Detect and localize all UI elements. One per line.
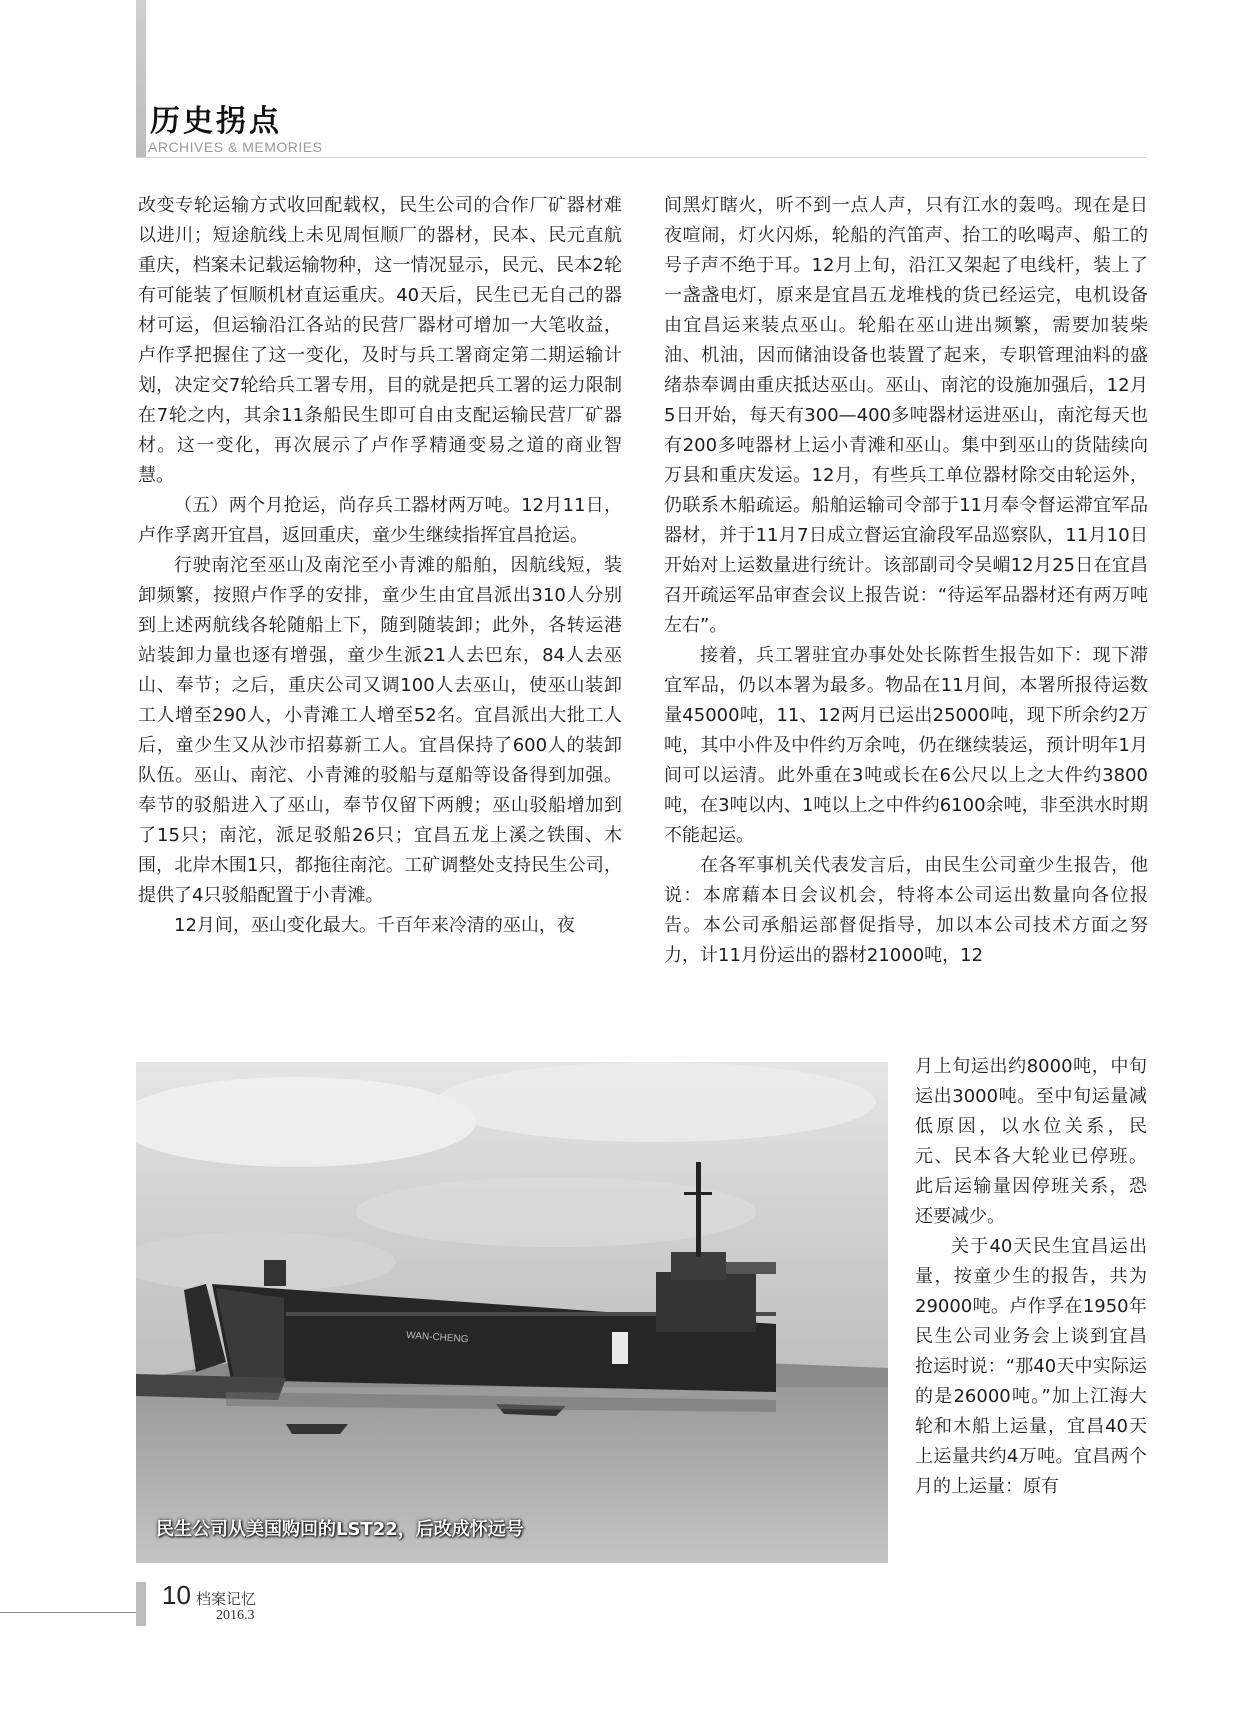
ship-superstructure bbox=[656, 1272, 756, 1332]
section-title: 历史拐点 bbox=[150, 104, 282, 139]
header-divider bbox=[136, 157, 1146, 158]
paragraph: 在各军事机关代表发言后，由民生公司童少生报告，他说：本席藉本日会议机会，特将本公司运出数量向各位报告。本公司承船运部督促指导，加以本公司技术方面之努力，计11月份运出的器材21000吨，12 bbox=[664, 855, 1148, 966]
paragraph: 12月间，巫山变化最大。千百年来冷清的巫山，夜 bbox=[174, 915, 575, 936]
paragraph: 月上旬运出约8000吨，中旬运出3000吨。至中旬运量减低原因，以水位关系，民元、民本各大轮业已停班。此后运输量因停班关系，恐还要减少。 bbox=[915, 1056, 1147, 1227]
ship-illustration bbox=[136, 1062, 888, 1563]
ship-mast bbox=[696, 1162, 701, 1257]
hull-lettering: WAN-CHENG bbox=[405, 1330, 469, 1346]
ship-mast-arm bbox=[684, 1192, 712, 1195]
left-column bbox=[138, 191, 622, 941]
ship-tank bbox=[264, 1260, 286, 1286]
paragraph: 行驶南沱至巫山及南沱至小青滩的船舶，因航线短，装卸频繁，按照卢作孚的安排，童少生由宜昌派出310人分别到上述两航线各轮随船上下，随到随装卸；此外，各转运港站装卸力量也逐有增强，童少生派21人去巴东，84人去巫山、奉节；之后，重庆公司又调100人去巫山，使巫山装卸工人增至290人，小青滩工人增至52名。宜昌派出大批工人后，童少生又从沙市招募新工人。宜昌保持了600人的装卸队伍。巫山、南沱、小青滩的驳船与趸船等设备得到加强。奉节的驳船进入了巫山，奉节仅留下两艘；巫山驳船增加到了15只；南沱，派足驳船26只；宜昌五龙上溪之铁围、木围，北岸木围1只，都拖往南沱。工矿调整处支持民生公司，提供了4只驳船配置于小青滩。 bbox=[138, 555, 622, 906]
narrow-column bbox=[915, 1052, 1147, 1502]
footer-divider bbox=[0, 1612, 136, 1613]
footer-accent-bar bbox=[136, 1582, 146, 1626]
header-accent-bar bbox=[136, 0, 146, 158]
paragraph: 改变专轮运输方式收回配载权，民生公司的合作厂矿器材难以进川；短途航线上未见周恒顺厂的器材，民本、民元直航重庆，档案未记载运输物种，这一情况显示，民元、民本2轮有可能装了恒顺机材直运重庆。40天后，民生已无自己的器材可运，但运输沿江各站的民营厂器材可增加一大笔收益，卢作孚把握住了这一变化，及时与兵工署商定第二期运输计划，决定交7轮给兵工署专用，目的就是把兵工署的运力限制在7轮之内，其余11条船民生即可自由支配运输民营厂矿器材。这一变化，再次展示了卢作孚精通变易之道的商业智慧。 bbox=[138, 195, 622, 486]
journal-name: 档案记忆 bbox=[196, 1590, 257, 1608]
photo-caption: 民生公司从美国购回的LST22，后改成怀远号 bbox=[156, 1519, 524, 1540]
issue-number: 2016.3 bbox=[216, 1608, 255, 1623]
ship-crane bbox=[726, 1262, 776, 1274]
paragraph: （五）两个月抢运，尚存兵工器材两万吨。12月11日，卢作孚离开宜昌，返回重庆，童少生继续指挥宜昌抢运。 bbox=[138, 495, 622, 546]
ship-photo bbox=[136, 1062, 888, 1563]
small-boat bbox=[286, 1424, 348, 1434]
section-subtitle: ARCHIVES & MEMORIES bbox=[148, 139, 323, 155]
ship-side-sign bbox=[612, 1332, 628, 1364]
cloud bbox=[436, 1062, 876, 1142]
paragraph: 间黑灯瞎火，听不到一点人声，只有江水的轰鸣。现在是日夜喧闹，灯火闪烁，轮船的汽笛声、抬工的吆喝声、船工的号子声不绝于耳。12月上旬，沿江又架起了电线杆，装上了一盏盏电灯，原来是宜昌五龙堆栈的货已经运完，电机设备由宜昌运来装点巫山。轮船在巫山进出频繁，需要加装柴油、机油，因而储油设备也装置了起来，专职管理油料的盛绪恭奉调由重庆抵达巫山。巫山、南沱的设施加强后，12月5日开始，每天有300—400多吨器材运进巫山，南沱每天也有200多吨器材上运小青滩和巫山。集中到巫山的货陆续向万县和重庆发运。12月，有些兵工单位器材除交由轮运外，仍联系木船疏运。船舶运输司令部于11月奉令督运滞宜军品器材，并于11月7日成立督运宜渝段军品巡察队，11月10日开始对上运数量进行统计。该部副司令吴嵋12月25日在宜昌召开疏运军品审查会议上报告说：“待运军品器材还有两万吨左右”。 bbox=[664, 195, 1148, 636]
page-number: 10 bbox=[162, 1580, 191, 1610]
paragraph: 接着，兵工署驻宜办事处处长陈哲生报告如下：现下滞宜军品，仍以本署为最多。物品在11月间，本署所报待运数量45000吨，11、12两月已运出25000吨，现下所余约2万吨，其中小件及中件约万余吨，仍在继续装运，预计明年1月间可以运清。此外重在3吨或长在6公尺以上之大件约3800吨，在3吨以内、1吨以上之中件约6100余吨，非至洪水时期不能起运。 bbox=[664, 645, 1148, 846]
paragraph: 关于40天民生宜昌运出量，按童少生的报告，共为29000吨。卢作孚在1950年民生公司业务会上谈到宜昌抢运时说：“那40天中实际运的是26000吨。”加上江海大轮和木船上运量，宜昌40天上运量共约4万吨。宜昌两个月的上运量：原有 bbox=[915, 1236, 1147, 1497]
right-column bbox=[664, 191, 1148, 971]
